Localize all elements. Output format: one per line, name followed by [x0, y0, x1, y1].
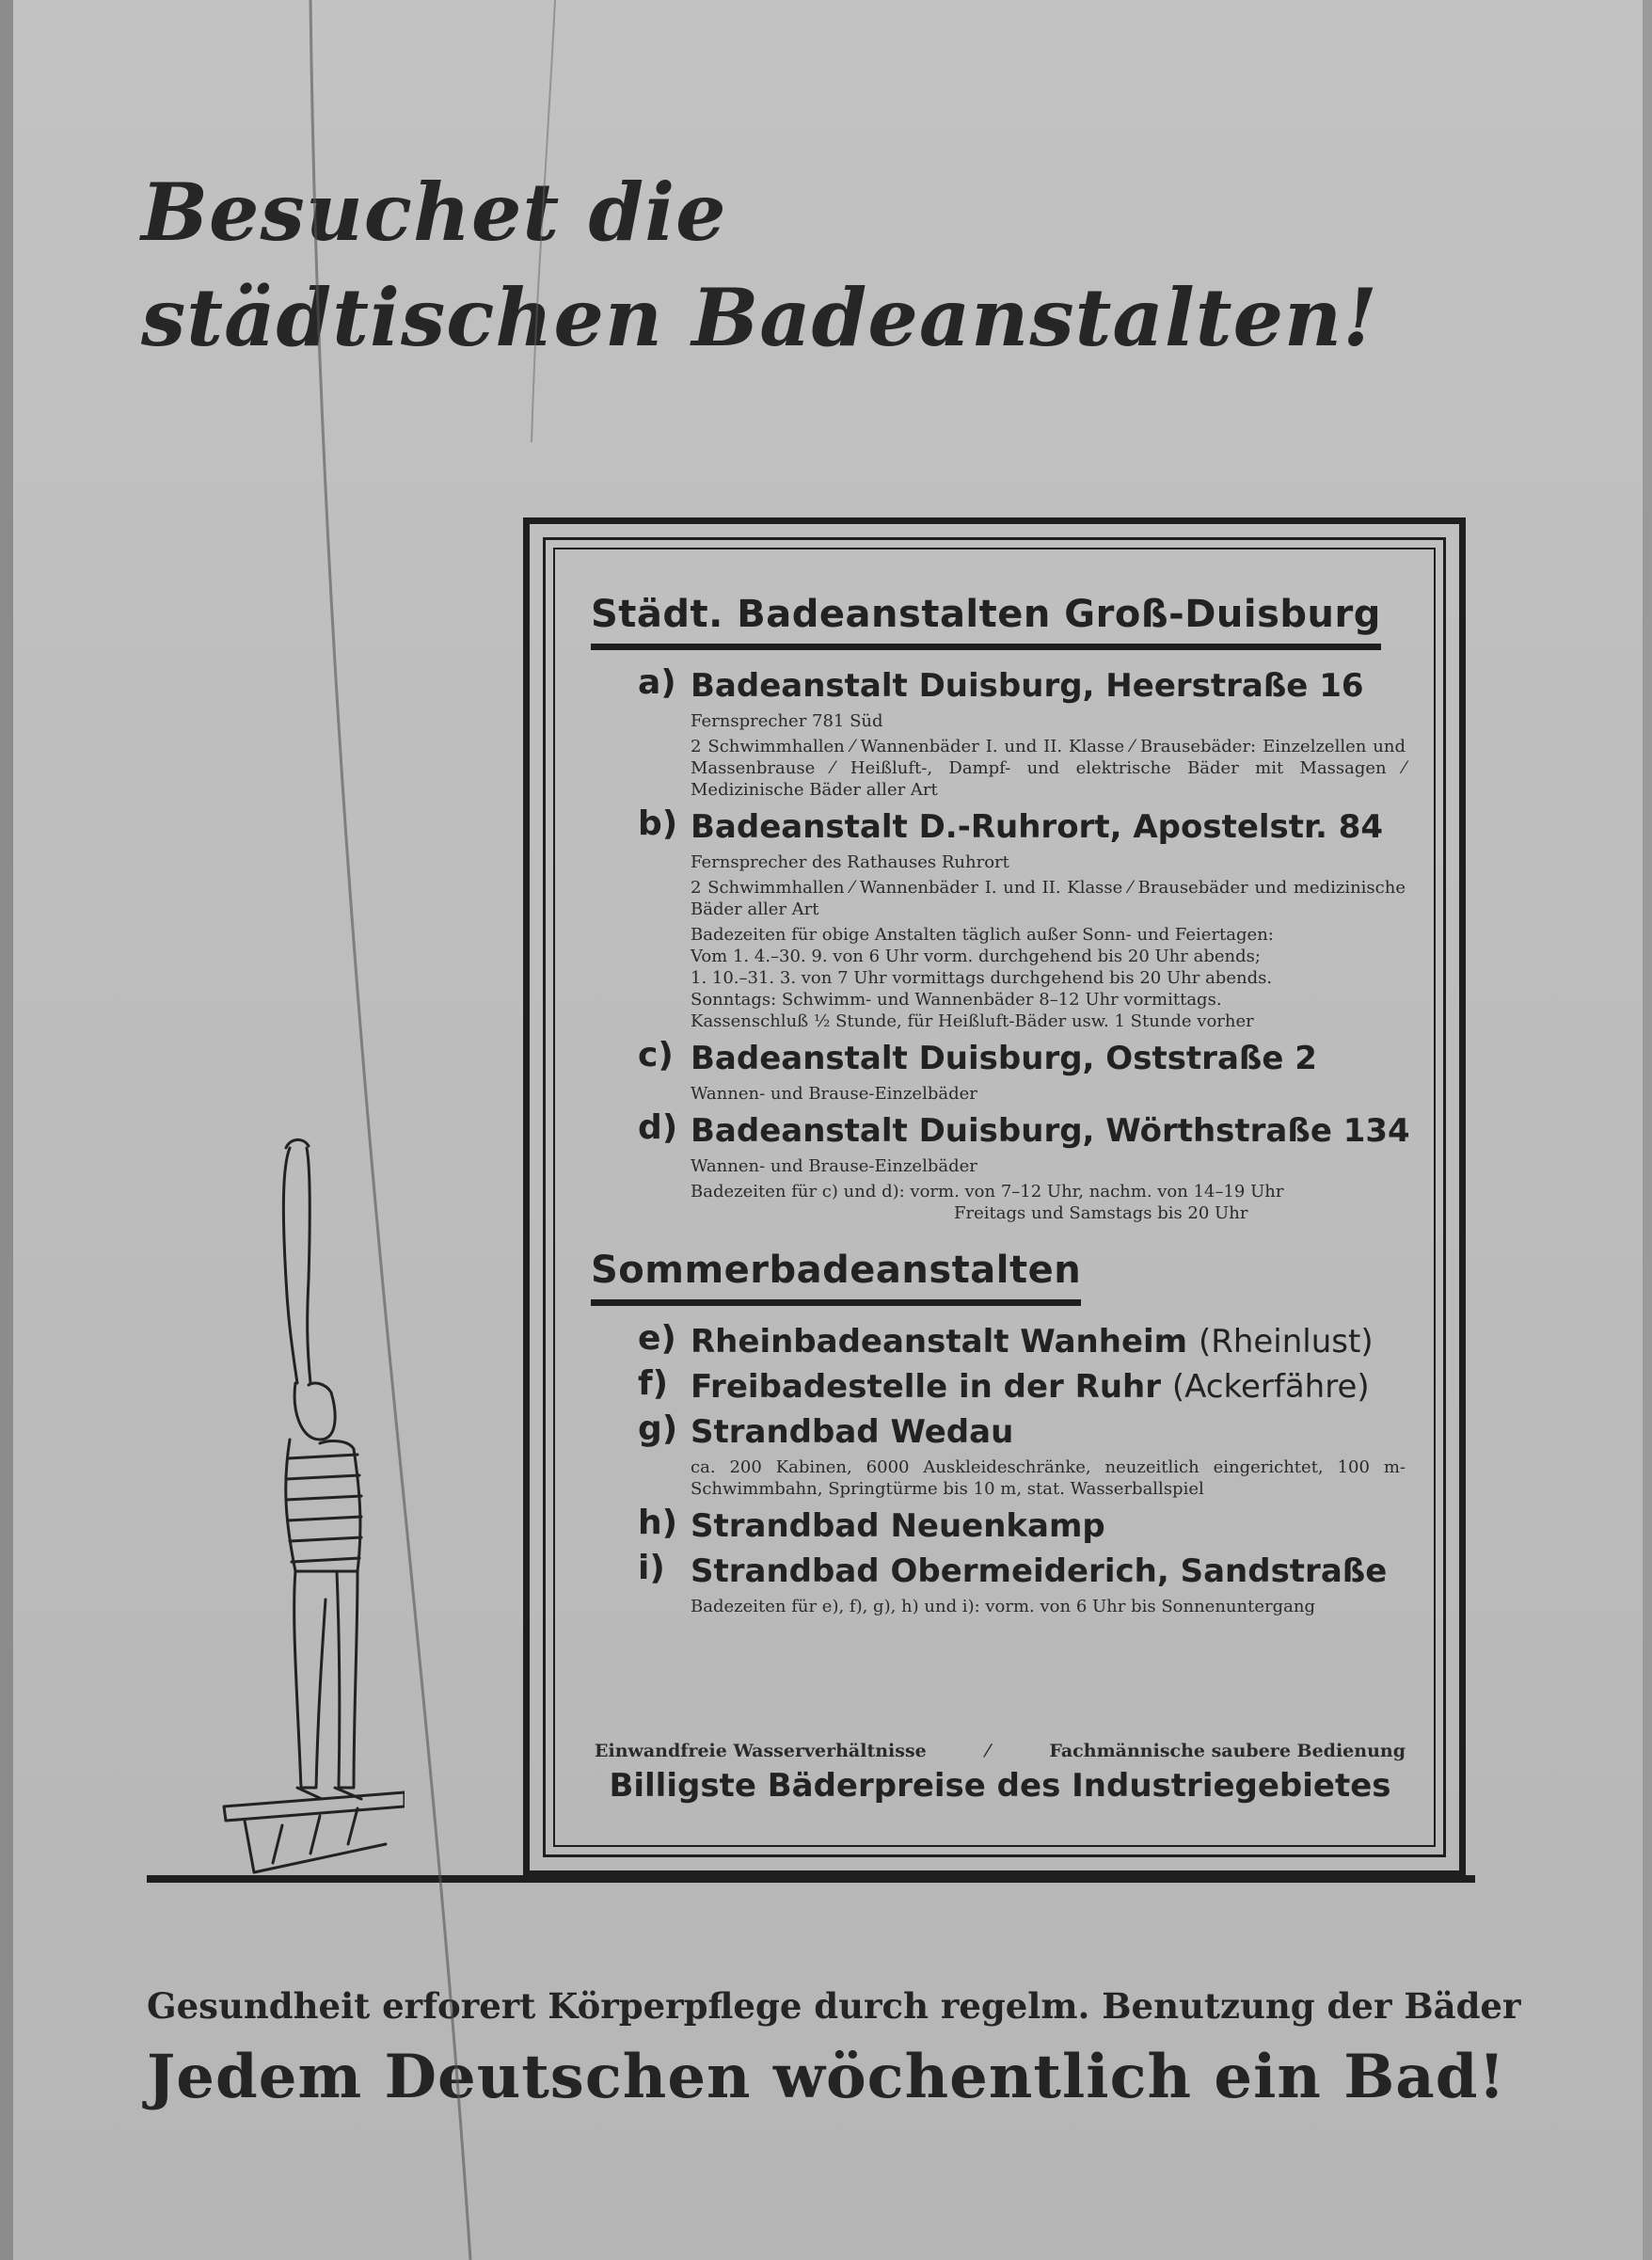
bath-entry-c [591, 1036, 1406, 1105]
entry-details: ca. 200 Kabinen, 6000 Auskleideschränke, neuzeitlich eingerichtet, 100 m-Schwimmbahn, Springtürme bis 10 m, stat. Wasserballspiel [691, 1457, 1406, 1499]
entry-phone: Fernsprecher des Rathauses Ruhrort [691, 852, 1009, 872]
entry-hours-heading: Badezeiten für obige Anstalten täglich außer Sonn- und Feiertagen: [691, 925, 1274, 945]
page-edge-right [1643, 0, 1652, 2260]
headline [141, 160, 1378, 371]
bath-entry-d [591, 1108, 1410, 1224]
entry-name: Strandbad Obermeiderich, Sandstraße [691, 1552, 1388, 1590]
entry-name: Strandbad Neuenkamp [691, 1507, 1105, 1545]
entry-phone: Fernsprecher 781 Süd [691, 711, 883, 731]
slogan-line-1: Gesundheit erforert Körperpflege durch regelm. Benutzung der Bäder [147, 1985, 1521, 2027]
entry-cash-closing: Kassenschluß ½ Stunde, für Heißluft-Bäder usw. 1 Stunde vorher [691, 1011, 1254, 1031]
entry-services: 2 Schwimmhallen ⁄ Wannenbäder I. und II. Klasse ⁄ Brausebäder und medizinische Bäder aller Art [691, 878, 1406, 919]
entry-name: Rheinbadeanstalt Wanheim [691, 1323, 1188, 1361]
summer-entry-h [591, 1504, 1406, 1549]
summer-entry-g [591, 1409, 1406, 1500]
headline-line-2: städtischen Badeanstalten! [141, 271, 1378, 364]
entry-letter: a) [638, 663, 676, 702]
summer-entry-e [591, 1319, 1406, 1364]
entry-note: (Rheinlust) [1198, 1323, 1374, 1361]
box-footer [593, 1741, 1407, 1805]
entry-letter: i) [638, 1549, 665, 1587]
entry-hours: Badezeiten für e), f), g), h) und i): vorm. von 6 Uhr bis Sonnenuntergang [691, 1597, 1315, 1616]
entry-letter: f) [638, 1364, 669, 1403]
entry-name: Badeanstalt Duisburg, Wörthstraße 134 [691, 1112, 1410, 1150]
headline-line-1: Besuchet die [141, 166, 727, 259]
section-title-summer-baths: Sommerbadeanstalten [591, 1249, 1081, 1306]
info-box-content [591, 593, 1410, 1621]
entry-hours-summer: Vom 1. 4.–30. 9. von 6 Uhr vorm. durchgehend bis 20 Uhr abends; [691, 947, 1261, 966]
entry-name: Strandbad Wedau [691, 1413, 1014, 1451]
entry-letter: e) [638, 1319, 676, 1358]
entry-letter: d) [638, 1108, 678, 1147]
page-edge-left [0, 0, 13, 2260]
entry-name-row [691, 1364, 1406, 1409]
box-footer-features [593, 1741, 1407, 1761]
entry-letter: b) [638, 804, 678, 843]
entry-name: Badeanstalt D.-Ruhrort, Apostelstr. 84 [691, 808, 1384, 846]
entry-letter: h) [638, 1504, 678, 1542]
section-title-city-baths: Städt. Badeanstalten Groß-Duisburg [591, 593, 1381, 650]
entry-name: Badeanstalt Duisburg, Oststraße 2 [691, 1040, 1317, 1077]
entry-services: 2 Schwimmhallen ⁄ Wannenbäder I. und II. Klasse ⁄ Brausebäder: Einzelzellen und Massenbrause ⁄ Heißluft-, Dampf- und elektrische Bäder mit Massagen ⁄ Medizinische Bäder aller Art [691, 737, 1406, 800]
summer-entry-f [591, 1364, 1406, 1409]
entry-name: Freibadestelle in der Ruhr [691, 1368, 1162, 1406]
entry-letter: g) [638, 1409, 678, 1448]
entry-name-row [691, 1319, 1406, 1364]
entry-services: Wannen- und Brause-Einzelbäder [691, 1084, 977, 1104]
entry-name: Badeanstalt Duisburg, Heerstraße 16 [691, 667, 1364, 705]
entry-hours: Badezeiten für c) und d): vorm. von 7–12 Uhr, nachm. von 14–19 Uhr [691, 1182, 1284, 1202]
entry-letter: c) [638, 1036, 674, 1074]
feature-water: Einwandfreie Wasserverhältnisse [595, 1741, 927, 1761]
entry-services: Wannen- und Brause-Einzelbäder [691, 1156, 977, 1176]
entry-hours-sunday: Sonntags: Schwimm- und Wannenbäder 8–12 Uhr vormittags. [691, 990, 1222, 1010]
horizontal-rule [147, 1875, 1475, 1883]
feature-separator: ⁄ [986, 1741, 990, 1761]
bath-entry-b [591, 804, 1406, 1032]
entry-hours-winter: 1. 10.–31. 3. von 7 Uhr vormittags durchgehend bis 20 Uhr abends. [691, 968, 1273, 988]
feature-service: Fachmännische saubere Bedienung [1049, 1741, 1406, 1761]
summer-entry-i [591, 1549, 1406, 1617]
box-footer-prices: Billigste Bäderpreise des Industriegebietes [609, 1767, 1391, 1805]
entry-hours-extra: Freitags und Samstags bis 20 Uhr [954, 1203, 1248, 1223]
bath-entry-a [591, 663, 1406, 801]
swimmer-illustration [216, 1129, 405, 1882]
slogan-line-2: Jedem Deutschen wöchentlich ein Bad! [147, 2042, 1506, 2112]
entry-note: (Ackerfähre) [1171, 1368, 1370, 1406]
